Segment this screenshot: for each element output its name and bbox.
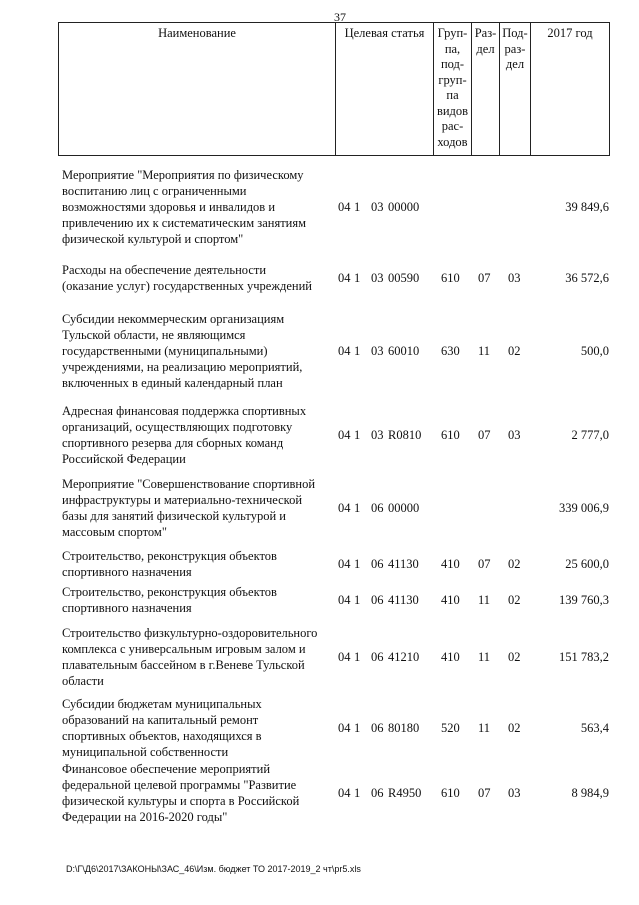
amount-2017: 139 760,3: [559, 593, 609, 607]
target-program: 04: [338, 271, 351, 285]
target-program: 04: [338, 721, 351, 735]
subsection-code: 03: [508, 786, 521, 800]
target-code: 00000: [388, 501, 420, 515]
amount-2017: 39 849,6: [565, 200, 609, 214]
target-code: 80180: [388, 721, 420, 735]
target-code: R4950: [388, 786, 422, 800]
subsection-code: 03: [508, 428, 521, 442]
target-event: 06: [371, 593, 384, 607]
target-code: 60010: [388, 344, 420, 358]
expense-group: 610: [441, 271, 460, 285]
target-program: 04: [338, 200, 351, 214]
amount-2017: 36 572,6: [565, 271, 609, 285]
amount-2017: 339 006,9: [559, 501, 609, 515]
target-subprogram: 1: [354, 593, 361, 607]
expense-group: 410: [441, 650, 460, 664]
subsection-code: 02: [508, 557, 521, 571]
target-program: 04: [338, 593, 351, 607]
subsection-code: 02: [508, 721, 521, 735]
target-subprogram: 1: [354, 786, 361, 800]
amount-2017: 2 777,0: [571, 428, 609, 442]
amount-2017: 151 783,2: [559, 650, 609, 664]
target-code: 00590: [388, 271, 420, 285]
target-code: 41210: [388, 650, 420, 664]
expense-group: 610: [441, 786, 460, 800]
target-event: 03: [371, 428, 384, 442]
expense-group: 630: [441, 344, 460, 358]
target-event: 06: [371, 650, 384, 664]
target-event: 03: [371, 200, 384, 214]
target-event: 03: [371, 271, 384, 285]
subsection-code: 02: [508, 344, 521, 358]
row-name: Строительство, реконструкция объектов спортивного назначения: [62, 549, 277, 579]
subsection-code: 03: [508, 271, 521, 285]
section-code: 07: [478, 557, 491, 571]
target-subprogram: 1: [354, 501, 361, 515]
amount-2017: 25 600,0: [565, 557, 609, 571]
amount-2017: 563,4: [580, 721, 609, 735]
target-subprogram: 1: [354, 271, 361, 285]
target-subprogram: 1: [354, 200, 361, 214]
row-name: Финансовое обеспечение мероприятий федеральной целевой программы "Развитие физической культуры и спорта в Российской Федерации на 2016-2020 годы": [62, 762, 300, 824]
section-code: 07: [478, 786, 491, 800]
target-subprogram: 1: [354, 428, 361, 442]
target-program: 04: [338, 428, 351, 442]
header-section: Раз- дел: [471, 23, 499, 155]
target-subprogram: 1: [354, 344, 361, 358]
target-code: 00000: [388, 200, 420, 214]
row-name: Расходы на обеспечение деятельности (оказание услуг) государственных учреждений: [62, 263, 312, 293]
target-subprogram: 1: [354, 557, 361, 571]
subsection-code: 02: [508, 650, 521, 664]
target-program: 04: [338, 344, 351, 358]
target-subprogram: 1: [354, 650, 361, 664]
section-code: 11: [478, 721, 491, 735]
expense-group: 410: [441, 557, 460, 571]
target-event: 03: [371, 344, 384, 358]
section-code: 11: [478, 344, 491, 358]
table-header: [58, 22, 610, 156]
amount-2017: 8 984,9: [571, 786, 609, 800]
header-year: 2017 год: [530, 23, 609, 155]
row-name: Строительство физкультурно-оздоровительного комплекса с универсальным игровым залом и плавательным бассейном в г.Веневе Тульской области: [62, 626, 318, 688]
section-code: 11: [478, 650, 491, 664]
expense-group: 410: [441, 593, 460, 607]
header-name: Наименование: [158, 26, 236, 40]
target-code: R0810: [388, 428, 422, 442]
target-program: 04: [338, 650, 351, 664]
target-event: 06: [371, 721, 384, 735]
target-code: 41130: [388, 557, 419, 571]
target-event: 06: [371, 557, 384, 571]
section-code: 07: [478, 271, 491, 285]
expense-group: 520: [441, 721, 460, 735]
subsection-code: 02: [508, 593, 521, 607]
row-name: Мероприятие "Мероприятия по физическому воспитанию лиц с ограниченными возможностями здоровья и инвалидов и привлечению их к систематическим занятиям физической культурой и спортом": [62, 168, 307, 246]
header-target: Целевая статья: [335, 23, 433, 155]
page-number: 37: [334, 10, 346, 24]
target-code: 41130: [388, 593, 419, 607]
target-program: 04: [338, 786, 351, 800]
row-name: Субсидии бюджетам муниципальных образований на капитальный ремонт спортивных объектов, находящихся в муниципальной собственности: [62, 697, 262, 759]
target-subprogram: 1: [354, 721, 361, 735]
section-code: 07: [478, 428, 491, 442]
file-path-footer: D:\Г\Д6\2017\ЗАКОНЫ\ЗАС_46\Изм. бюджет ТО 2017-2019_2 чт\pr5.xls: [66, 864, 361, 874]
target-program: 04: [338, 557, 351, 571]
row-name: Мероприятие "Совершенствование спортивной инфраструктуры и материально-технической базы для занятий физической культурой и массовым спортом": [62, 477, 316, 539]
expense-group: 610: [441, 428, 460, 442]
target-program: 04: [338, 501, 351, 515]
header-subsection: Под- раз- дел: [499, 23, 530, 155]
row-name: Субсидии некоммерческим организациям Тульской области, не являющимся государственными (муниципальными) учреждениями, на реализацию мероприятий, включенных в единый календарный план: [62, 312, 303, 390]
target-event: 06: [371, 501, 384, 515]
target-event: 06: [371, 786, 384, 800]
row-name: Адресная финансовая поддержка спортивных организаций, осуществляющих подготовку спортивного резерва для сборных команд Российской Федерации: [62, 404, 307, 466]
row-name: Строительство, реконструкция объектов спортивного назначения: [62, 585, 277, 615]
header-group: Груп- па, под- груп- па видов рас- ходов: [433, 23, 471, 155]
amount-2017: 500,0: [580, 344, 609, 358]
section-code: 11: [478, 593, 491, 607]
